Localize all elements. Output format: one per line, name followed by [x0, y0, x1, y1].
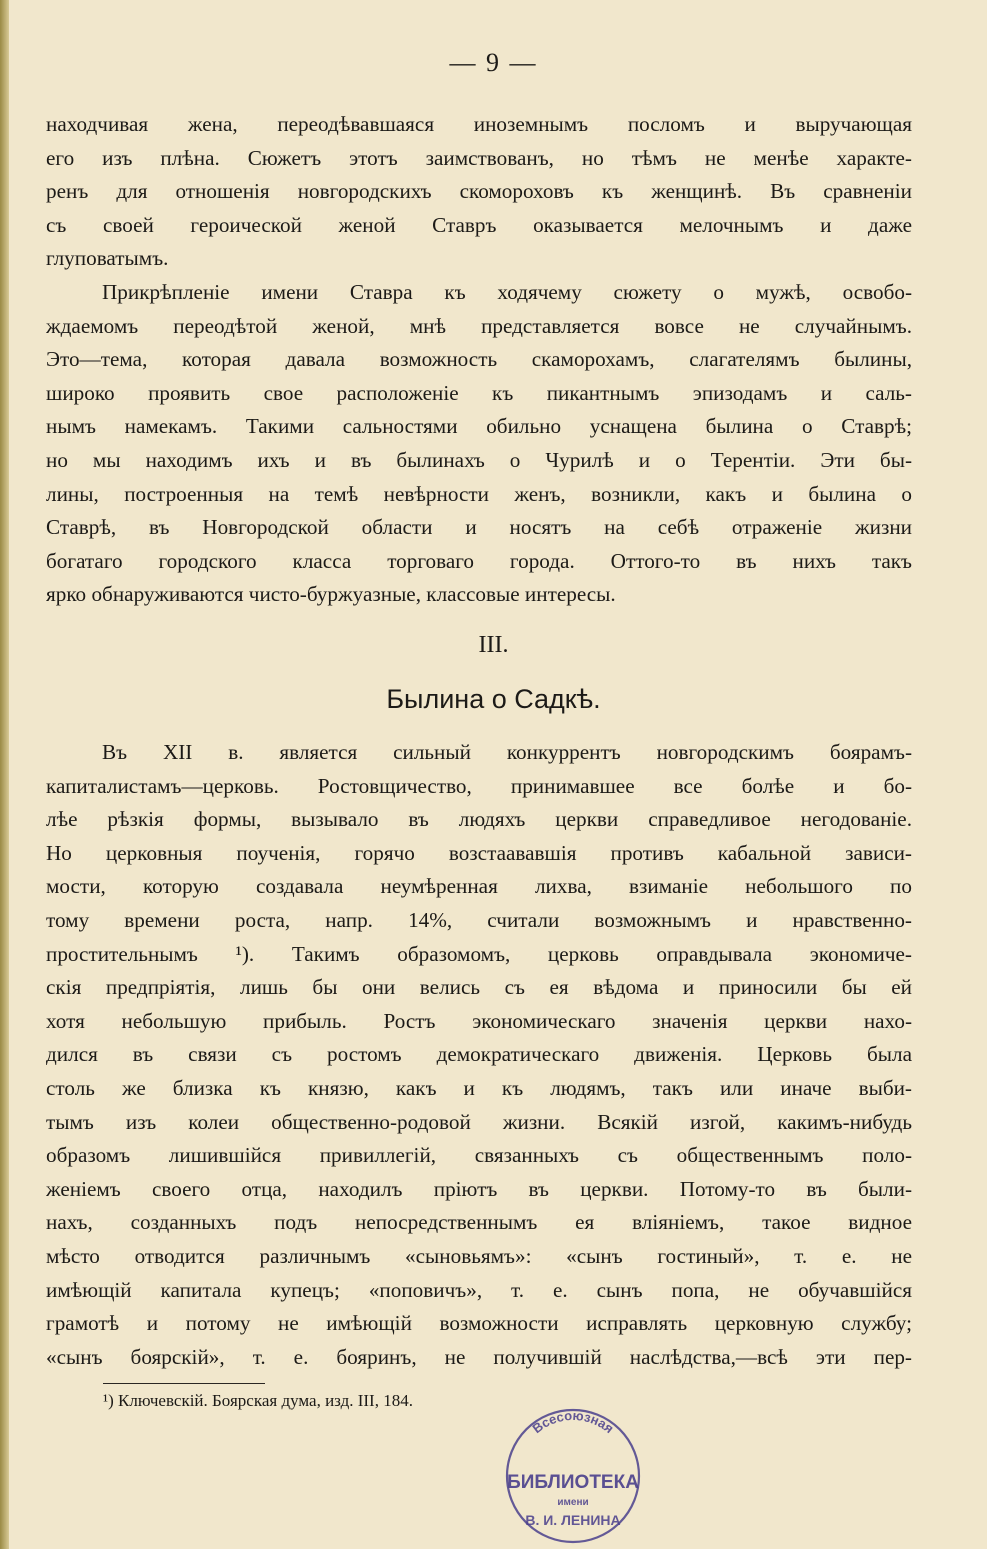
text-line: лѣе рѣзкія формы, вызывало въ людяхъ церкви справедливое негодованіе. — [46, 807, 912, 832]
text-line: ярко обнаруживаются чисто-буржуазные, классовые интересы. — [46, 582, 616, 607]
text-line: Это—тема, которая давала возможность скаморохамъ, слагателямъ былины, — [46, 347, 912, 372]
text-line: образомъ лишившійся привиллегій, связанныхъ съ общественнымъ поло- — [46, 1143, 912, 1168]
paragraph-church — [46, 736, 912, 1374]
text-line: мости, которую создавала неумѣренная лихва, взиманіе небольшого по — [46, 874, 912, 899]
text-line: Ставрѣ, въ Новгородской области и носятъ на себѣ отраженіе жизни — [46, 515, 912, 540]
page-number: — 9 — — [449, 48, 538, 77]
text-line: дился въ связи съ ростомъ демократическаго движенія. Церковь была — [46, 1042, 912, 1067]
text-line: ренъ для отношенія новгородскихъ скомороховъ къ женщинѣ. Въ сравненіи — [46, 179, 912, 204]
text-line: широко проявить свое расположеніе къ пикантнымъ эпизодамъ и саль- — [46, 380, 912, 405]
stamp-top-text: Всесоюзная — [529, 1407, 617, 1437]
stamp-main-text: БИБЛИОТЕКА — [507, 1472, 639, 1493]
footnote: ¹) Ключевскій. Боярская дума, изд. III, 184. — [103, 1391, 413, 1410]
text-line: нахъ, созданныхъ подъ непосредственнымъ ея вліяніемъ, такое видное — [46, 1210, 912, 1235]
text-line: скія предпріятія, лишь бы они велись съ ея вѣдома и приносили бы ей — [46, 975, 912, 1000]
text-line: тымъ изъ колеи общественно-родовой жизни. Всякій изгой, какимъ-нибудь — [46, 1109, 912, 1134]
text-line: ждаемомъ переодѣтой женой, мнѣ представляется вовсе не случайнымъ. — [46, 313, 912, 338]
svg-text:Всесоюзная — [529, 1408, 616, 1436]
paragraph-stavr-theme — [46, 276, 912, 612]
text-line: Прикрѣпленіе имени Ставра къ ходячему сюжету о мужѣ, освобо- — [102, 280, 912, 304]
paragraph-continuation — [46, 108, 912, 276]
text-line: хотя небольшую прибыль. Ростъ экономическаго значенія церкви нахо- — [46, 1008, 912, 1033]
text-line: лины, построенныя на темѣ невѣрности женъ, возникли, какъ и былина о — [46, 481, 912, 506]
text-line: столь же близка къ князю, какъ и къ людямъ, такъ или иначе выби- — [46, 1075, 912, 1100]
text-line: Въ XII в. является сильный конкуррентъ новгородскимъ боярамъ- — [102, 740, 912, 764]
text-line: Но церковныя поученія, горячо возстаававшія противъ кабальной зависи- — [46, 840, 912, 865]
text-line: имѣющій капитала купецъ; «поповичъ», т. е. сынъ попа, не обучавшійся — [46, 1277, 912, 1302]
text-line: богатаго городского класса торговаго города. Оттого-то въ нихъ такъ — [46, 548, 912, 573]
text-line: простительнымъ ¹). Такимъ образомомъ, церковь оправдывала экономиче- — [46, 941, 912, 966]
text-line: тому времени роста, напр. 14%, считали возможнымъ и нравственно- — [46, 907, 912, 932]
text-line: его изъ плѣна. Сюжетъ этотъ заимствованъ, но тѣмъ не менѣе характе- — [46, 145, 912, 170]
text-line: женіемъ своего отца, находилъ пріютъ въ церкви. Потому-то въ были- — [46, 1176, 912, 1201]
text-line: съ своей героической женой Ставръ оказывается мелочнымъ и даже — [46, 212, 912, 237]
text-line: нымъ намекамъ. Такими сальностями обильно уснащена былина о Ставрѣ; — [46, 414, 912, 439]
text-line: мѣсто отводится различнымъ «сыновьямъ»: «сынъ гостиный», т. е. не — [46, 1243, 912, 1268]
text-line: «сынъ боярскій», т. е. бояринъ, не получившій наслѣдства,—всѣ эти пер- — [46, 1344, 912, 1369]
text-line: грамотѣ и потому не имѣющій возможности исправлять церковную службу; — [46, 1311, 912, 1336]
text-line: находчивая жена, переодѣвавшаяся иноземнымъ посломъ и выручающая — [46, 112, 912, 136]
stamp-sub-text: имени — [557, 1497, 589, 1508]
text-line: капиталистамъ—церковь. Ростовщичество, принимавшее все болѣе и бо- — [46, 773, 912, 798]
footnote-divider — [103, 1383, 265, 1384]
section-number: III. — [478, 632, 509, 658]
text-line: но мы находимъ ихъ и въ былинахъ о Чурилѣ и о Терентіи. Эти бы- — [46, 447, 912, 472]
text-line: глуповатымъ. — [46, 246, 169, 271]
section-title: Былина о Садкѣ. — [386, 684, 601, 714]
stamp-bottom-text: В. И. ЛЕНИНА — [525, 1512, 621, 1528]
library-stamp — [497, 1404, 649, 1544]
